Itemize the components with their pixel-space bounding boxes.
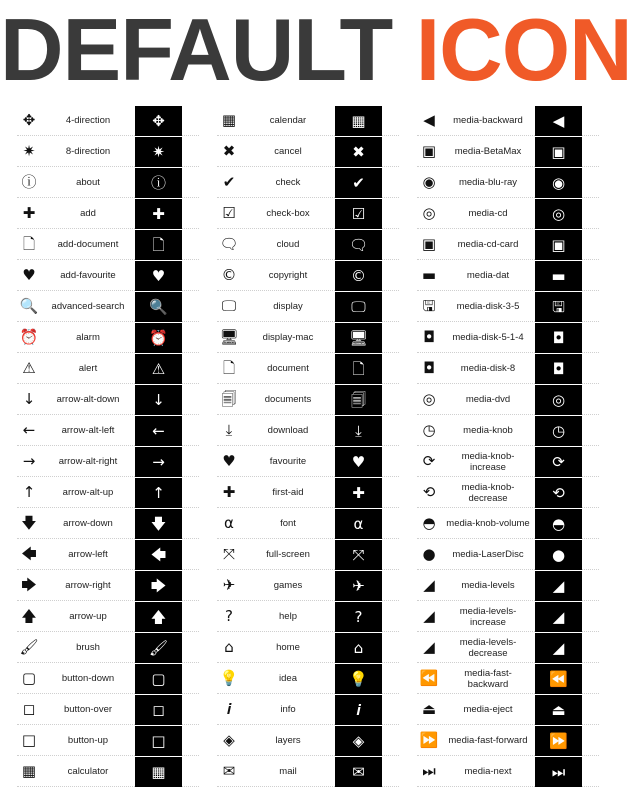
icon-row-media-knob-increase [417,447,599,477]
icon-row-button-down [17,664,199,694]
media-levels-decrease-icon: ◢ [423,638,435,656]
icon-label: media-next [464,766,512,777]
add-document-inverted-icon: 🗋 [135,230,182,260]
icon-label: font [280,518,296,529]
icon-label: media-cd [468,208,508,219]
icon-row-idea [217,664,399,694]
display-mac-icon: 🖥 [219,328,239,346]
icon-row-full-screen [217,540,399,570]
full-screen-inverted-icon: ⤧ [335,540,382,570]
icon-row-add-favourite [17,261,199,291]
icon-row-arrow-down [17,509,199,539]
icon-label: arrow-alt-left [61,425,115,436]
icon-row-arrow-alt-down [17,385,199,415]
media-disk-8-inverted-icon: ◘ [535,354,582,384]
media-disk-5-1-4-icon: ◘ [423,328,435,346]
icon-label: about [76,177,100,188]
media-cd-card-icon: ▣ [421,235,437,253]
media-knob-volume-icon: ◓ [422,514,436,532]
media-knob-decrease-inverted-icon: ⟲ [535,478,582,508]
media-levels-inverted-icon: ◢ [535,571,582,601]
icon-label: mail [279,766,297,777]
advanced-search-icon: 🔍 [19,297,39,315]
icon-row-move-4-direction [17,106,199,136]
media-eject-inverted-icon: ⏏ [535,695,582,725]
idea-inverted-icon: 💡 [335,664,382,694]
icon-label: add [80,208,96,219]
icon-row-documents [217,385,399,415]
icon-row-media-disk-5-1-4 [417,323,599,353]
arrow-right-inverted-icon: 🡆 [135,571,182,601]
icon-label: media-knob-volume [446,518,530,529]
mail-inverted-icon: ✉ [335,757,382,787]
icon-row-media-cd-card [417,230,599,260]
media-next-icon: ⏭ [422,762,436,780]
icon-label: 4-direction [65,115,111,126]
icon-label: media-knob-increase [461,450,515,473]
icon-label: calendar [269,115,307,126]
icon-label: download [267,425,309,436]
icon-label: media-knob-decrease [461,481,515,504]
font-inverted-icon: α [335,509,382,539]
games-icon: ✈ [222,576,236,594]
icon-row-about [17,168,199,198]
media-knob-volume-inverted-icon: ◓ [535,509,582,539]
icon-label: check-box [266,208,310,219]
icon-row-media-blu-ray [417,168,599,198]
icon-label: media-fast-backward [464,667,512,690]
icon-label: display-mac [262,332,314,343]
icon-row-arrow-alt-right [17,447,199,477]
title-word-icon: ICON [415,0,632,99]
icon-label: media-levels-decrease [459,636,517,659]
home-icon: ⌂ [224,638,234,656]
document-icon: 🗋 [222,359,236,377]
title-word-default: DEFAULT [0,0,393,99]
icon-label: favourite [269,456,307,467]
arrow-left-inverted-icon: 🡄 [135,540,182,570]
icon-row-mail [217,757,399,787]
icon-label: layers [275,735,301,746]
icon-label: media-levels-increase [459,605,517,628]
media-knob-decrease-icon: ⟲ [422,483,436,501]
icon-row-media-fast-backward [417,664,599,694]
icon-label: brush [76,642,100,653]
media-backward-icon: ◀ [423,111,435,129]
cloud-inverted-icon: 🗨 [335,230,382,260]
icon-label: button-over [63,704,113,715]
button-down-icon: ▢ [21,669,37,687]
icon-row-button-over [17,695,199,725]
copyright-icon: © [221,266,237,284]
icon-row-media-knob [417,416,599,446]
icon-label: documents [264,394,312,405]
icon-row-arrow-right [17,571,199,601]
icon-label: check [275,177,301,188]
icon-row-arrow-alt-up [17,478,199,508]
icon-row-media-fast-forward [417,726,599,756]
documents-icon: 🗐 [221,390,237,408]
icon-row-check-box [217,199,399,229]
icon-label: media-knob [463,425,513,436]
icon-row-display-mac [217,323,399,353]
media-disk-5-1-4-inverted-icon: ◘ [535,323,582,353]
arrow-down-inverted-icon: 🡇 [135,509,182,539]
calculator-icon: ▦ [21,762,37,780]
media-dvd-icon: ◎ [422,390,436,408]
icon-row-home [217,633,399,663]
icon-label: arrow-alt-up [62,487,114,498]
icon-label: arrow-down [63,518,113,529]
alarm-icon: ⏰ [19,328,39,346]
icon-row-media-knob-volume [417,509,599,539]
media-blu-ray-icon: ◉ [422,173,436,191]
icon-label: media-dvd [465,394,511,405]
media-dvd-inverted-icon: ◎ [535,385,582,415]
icon-row-favourite [217,447,399,477]
icon-row-document [217,354,399,384]
icon-label: media-BetaMax [454,146,522,157]
icon-row-media-levels-increase [417,602,599,632]
media-blu-ray-inverted-icon: ◉ [535,168,582,198]
media-fast-backward-icon: ⏪ [419,669,439,687]
media-cd-inverted-icon: ◎ [535,199,582,229]
icon-row-first-aid [217,478,399,508]
document-inverted-icon: 🗋 [335,354,382,384]
icon-row-arrow-left [17,540,199,570]
arrow-alt-left-inverted-icon: ← [135,416,182,446]
move-4-direction-icon: ✥ [22,111,36,129]
alert-icon: ⚠ [22,359,36,377]
add-inverted-icon: ✚ [135,199,182,229]
info-inverted-icon: 𝒊 [335,695,382,725]
games-inverted-icon: ✈ [335,571,382,601]
icon-label: arrow-alt-right [58,456,118,467]
page-title [0,0,632,99]
icon-label: document [267,363,309,374]
calendar-inverted-icon: ▦ [335,106,382,136]
button-down-inverted-icon: ▢ [135,664,182,694]
media-knob-increase-icon: ⟳ [422,452,436,470]
icon-label: advanced-search [51,301,125,312]
icon-label: add-favourite [60,270,116,281]
copyright-inverted-icon: © [335,261,382,291]
icon-row-media-disk-8 [417,354,599,384]
add-favourite-icon: ♥ [22,266,36,284]
cancel-icon: ✖ [222,142,236,160]
display-inverted-icon: 🖵 [335,292,382,322]
brush-icon: 🖌 [19,638,39,656]
media-disk-3-5-inverted-icon: 🖫 [535,292,582,322]
media-betamax-icon: ▣ [421,142,437,160]
icon-row-add [17,199,199,229]
icon-label: full-screen [266,549,310,560]
media-cd-card-inverted-icon: ▣ [535,230,582,260]
media-disk-3-5-icon: 🖫 [422,297,436,315]
icon-row-info [217,695,399,725]
check-box-inverted-icon: ☑ [335,199,382,229]
layers-icon: ◈ [223,731,235,749]
media-levels-icon: ◢ [423,576,435,594]
icon-row-alarm [17,323,199,353]
icon-label: alarm [76,332,100,343]
media-eject-icon: ⏏ [421,700,437,718]
icon-column-2 [217,106,399,788]
font-icon: α [224,514,234,532]
media-levels-increase-icon: ◢ [423,607,435,625]
media-laserdisc-inverted-icon: ● [535,540,582,570]
icon-label: arrow-left [68,549,108,560]
icon-label: idea [279,673,297,684]
add-icon: ✚ [22,204,36,222]
media-levels-decrease-inverted-icon: ◢ [535,633,582,663]
icon-row-arrow-up [17,602,199,632]
documents-inverted-icon: 🗐 [335,385,382,415]
icon-column-3 [417,106,599,788]
icon-label: media-disk-5-1-4 [452,332,524,343]
icon-row-move-8-direction [17,137,199,167]
icon-label: media-dat [466,270,510,281]
check-icon: ✔ [222,173,236,191]
icon-label: info [280,704,296,715]
add-document-icon: 🗋 [22,235,36,253]
move-8-direction-inverted-icon: ✷ [135,137,182,167]
icon-label: media-disk-8 [460,363,516,374]
icon-label: calculator [67,766,109,777]
media-knob-icon: ◷ [422,421,436,439]
icon-row-download [217,416,399,446]
advanced-search-inverted-icon: 🔍 [135,292,182,322]
arrow-alt-down-icon: ↓ [22,390,36,408]
media-fast-forward-inverted-icon: ⏩ [535,726,582,756]
icon-row-display [217,292,399,322]
icon-label: media-cd-card [457,239,519,250]
icon-row-check [217,168,399,198]
move-4-direction-inverted-icon: ✥ [135,106,182,136]
icon-row-media-betamax [417,137,599,167]
arrow-down-icon: 🡇 [21,514,37,532]
icon-label: media-LaserDisc [452,549,524,560]
icon-row-add-document [17,230,199,260]
button-over-inverted-icon: ◻ [135,695,182,725]
icon-label: media-blu-ray [458,177,518,188]
cancel-inverted-icon: ✖ [335,137,382,167]
add-favourite-inverted-icon: ♥ [135,261,182,291]
icon-row-button-up [17,726,199,756]
media-levels-increase-inverted-icon: ◢ [535,602,582,632]
icon-row-calendar [217,106,399,136]
display-icon: 🖵 [221,297,237,315]
media-fast-forward-icon: ⏩ [419,731,439,749]
icon-label: add-document [57,239,119,250]
media-fast-backward-inverted-icon: ⏪ [535,664,582,694]
icon-label: games [273,580,303,591]
calendar-icon: ▦ [221,111,237,129]
display-mac-inverted-icon: 🖥 [335,323,382,353]
icon-row-cancel [217,137,399,167]
favourite-icon: ♥ [222,452,236,470]
icon-row-media-next [417,757,599,787]
icon-label: copyright [268,270,308,281]
icon-label: media-eject [463,704,513,715]
icon-label: button-down [61,673,115,684]
media-laserdisc-icon: ● [422,545,436,563]
icon-row-media-dvd [417,385,599,415]
cloud-icon: 🗨 [219,235,239,253]
icon-label: cloud [276,239,300,250]
about-icon: ⓘ [21,173,37,191]
arrow-right-icon: 🡆 [21,576,37,594]
about-inverted-icon: ⓘ [135,168,182,198]
layers-inverted-icon: ◈ [335,726,382,756]
full-screen-icon: ⤧ [222,545,235,563]
check-inverted-icon: ✔ [335,168,382,198]
media-knob-increase-inverted-icon: ⟳ [535,447,582,477]
arrow-alt-left-icon: ← [22,421,36,439]
mail-icon: ✉ [222,762,236,780]
icon-label: display [273,301,303,312]
first-aid-inverted-icon: ✚ [335,478,382,508]
media-backward-inverted-icon: ◀ [535,106,582,136]
icon-label: button-up [67,735,109,746]
icon-label: media-backward [453,115,523,126]
icon-label: alert [78,363,98,374]
arrow-alt-up-inverted-icon: ↑ [135,478,182,508]
icon-row-media-knob-decrease [417,478,599,508]
alert-inverted-icon: ⚠ [135,354,182,384]
download-icon: ⤓ [225,421,233,439]
icon-row-cloud [217,230,399,260]
brush-inverted-icon: 🖌 [135,633,182,663]
help-inverted-icon: ? [335,602,382,632]
icon-label: arrow-right [65,580,111,591]
arrow-alt-down-inverted-icon: ↓ [135,385,182,415]
icon-row-copyright [217,261,399,291]
info-icon: 𝒊 [226,700,232,718]
first-aid-icon: ✚ [222,483,236,501]
icon-column-1 [17,106,199,788]
icon-row-layers [217,726,399,756]
button-up-inverted-icon: □ [135,726,182,756]
arrow-alt-right-icon: → [22,452,36,470]
icon-row-help [217,602,399,632]
media-betamax-inverted-icon: ▣ [535,137,582,167]
icon-label: media-levels [461,580,515,591]
icon-label: home [276,642,300,653]
icon-label: media-fast-forward [448,735,528,746]
icon-label: arrow-up [69,611,107,622]
media-knob-inverted-icon: ◷ [535,416,582,446]
icon-row-media-laserdisc [417,540,599,570]
media-disk-8-icon: ◘ [423,359,435,377]
arrow-left-icon: 🡄 [21,545,37,563]
arrow-up-icon: 🡅 [21,607,37,625]
button-over-icon: ◻ [22,700,36,718]
media-next-inverted-icon: ⏭ [535,757,582,787]
icon-row-brush [17,633,199,663]
icon-row-games [217,571,399,601]
icon-label: first-aid [272,487,304,498]
icon-label: help [279,611,297,622]
icon-label: media-disk-3-5 [456,301,520,312]
media-dat-icon: ▬ [421,266,437,284]
icon-label: cancel [274,146,302,157]
check-box-icon: ☑ [222,204,236,222]
alarm-inverted-icon: ⏰ [135,323,182,353]
icon-label: arrow-alt-down [56,394,120,405]
icon-row-alert [17,354,199,384]
icon-label: 8-direction [65,146,111,157]
arrow-alt-up-icon: ↑ [22,483,36,501]
icon-row-media-levels-decrease [417,633,599,663]
button-up-icon: □ [21,731,37,749]
icon-row-media-disk-3-5 [417,292,599,322]
icon-row-advanced-search [17,292,199,322]
idea-icon: 💡 [219,669,239,687]
icon-row-calculator [17,757,199,787]
media-dat-inverted-icon: ▬ [535,261,582,291]
move-8-direction-icon: ✷ [22,142,36,160]
favourite-inverted-icon: ♥ [335,447,382,477]
icon-row-media-eject [417,695,599,725]
icon-row-media-dat [417,261,599,291]
icon-row-media-cd [417,199,599,229]
icon-row-media-levels [417,571,599,601]
calculator-inverted-icon: ▦ [135,757,182,787]
home-inverted-icon: ⌂ [335,633,382,663]
download-inverted-icon: ⤓ [335,416,382,446]
help-icon: ? [225,607,233,625]
arrow-alt-right-inverted-icon: → [135,447,182,477]
arrow-up-inverted-icon: 🡅 [135,602,182,632]
media-cd-icon: ◎ [422,204,436,222]
icon-row-arrow-alt-left [17,416,199,446]
icon-row-media-backward [417,106,599,136]
icon-row-font [217,509,399,539]
